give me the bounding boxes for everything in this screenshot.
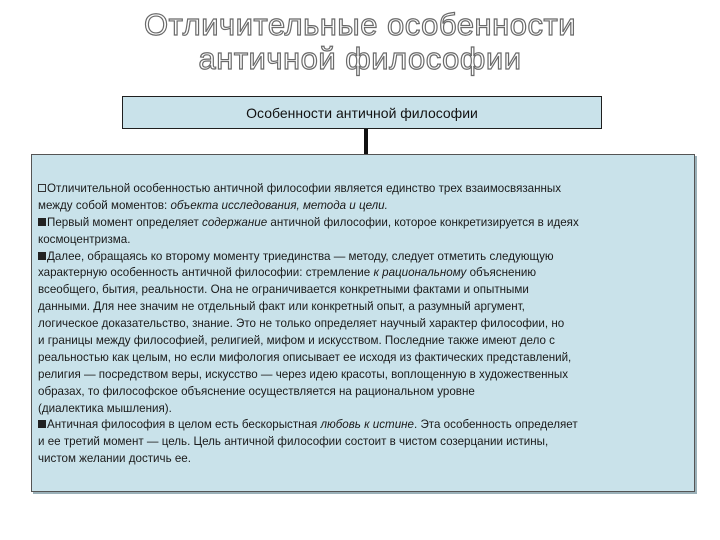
text-line bbox=[38, 282, 698, 299]
title-line-2: античной философии bbox=[198, 41, 522, 76]
text-line bbox=[38, 350, 698, 367]
emphasis-text: содержание bbox=[202, 215, 268, 229]
text-run: античной философии, которое конкретизируется в идеях bbox=[267, 215, 579, 229]
text-run: Далее, обращаясь ко второму моменту триединства — методу, следует отметить следующую bbox=[47, 249, 554, 263]
text-run: . Эта особенность определяет bbox=[414, 418, 578, 432]
text-run: (диалектика мышления). bbox=[38, 401, 172, 415]
content-text bbox=[38, 181, 698, 468]
text-line bbox=[38, 367, 698, 384]
slide-title bbox=[0, 8, 720, 76]
filled-square-bullet-icon bbox=[38, 218, 46, 226]
text-run: Отличительной особенностью античной философии является единство трех взаимосвязанных bbox=[47, 182, 562, 195]
text-run: реальностью как целым, но если мифология описывает ее исходя из фактических представлений, bbox=[38, 350, 572, 364]
text-line bbox=[38, 265, 698, 282]
text-line bbox=[38, 417, 698, 434]
text-line bbox=[38, 384, 698, 401]
connector-line bbox=[364, 129, 368, 154]
filled-square-bullet-icon bbox=[38, 420, 46, 428]
filled-square-bullet-icon bbox=[38, 252, 46, 260]
title-line-1: Отличительные особенности bbox=[143, 7, 577, 42]
text-line bbox=[38, 333, 698, 350]
text-line bbox=[38, 434, 698, 451]
text-line bbox=[38, 451, 698, 468]
text-run: всеобщего, бытия, реальности. Она не ограничивается конкретными фактами и опытными bbox=[38, 283, 529, 297]
text-run: и ее третий момент — цель. Цель античной философии состоит в чистом созерцании истины, bbox=[38, 435, 549, 449]
text-run: чистом желании достичь ее. bbox=[38, 452, 191, 466]
text-line bbox=[38, 401, 698, 418]
hollow-square-bullet-icon bbox=[38, 184, 46, 192]
text-run: космоцентризма. bbox=[38, 232, 131, 246]
text-line bbox=[38, 249, 698, 266]
emphasis-text: объекта исследования, метода и цели. bbox=[170, 198, 388, 212]
emphasis-text: к рациональному bbox=[373, 266, 467, 280]
text-run: между собой моментов: bbox=[38, 198, 171, 212]
text-run: характерную особенность античной философии: стремление bbox=[38, 266, 374, 280]
text-line bbox=[38, 232, 698, 249]
text-run: данными. Для нее значим не отдельный факт или конкретный опыт, а разумный аргумент, bbox=[38, 300, 525, 314]
text-line bbox=[38, 299, 698, 316]
text-line bbox=[38, 316, 698, 333]
text-run: объяснению bbox=[466, 266, 537, 280]
text-run: Первый момент определяет bbox=[47, 215, 203, 229]
text-run: религия — посредством веры, искусство — через идею красоты, воплощенную в художественных bbox=[38, 367, 569, 381]
text-run: логическое доказательство, знание. Это не только определяет научный характер философии, но bbox=[38, 317, 565, 331]
content-box bbox=[31, 154, 695, 492]
text-line bbox=[38, 215, 698, 232]
text-run: Античная философия в целом есть бескорыстная bbox=[47, 418, 321, 432]
header-box bbox=[122, 96, 602, 129]
text-line bbox=[38, 181, 698, 198]
text-run: и границы между философией, религией, мифом и искусством. Последние также имеют дело с bbox=[38, 334, 555, 348]
emphasis-text: любовь к истине bbox=[320, 418, 414, 432]
text-line bbox=[38, 198, 698, 215]
text-run: образах, то философское объяснение осуществляется на рациональном уровне bbox=[38, 384, 475, 398]
header-box-label: Особенности античной философии bbox=[246, 104, 478, 121]
